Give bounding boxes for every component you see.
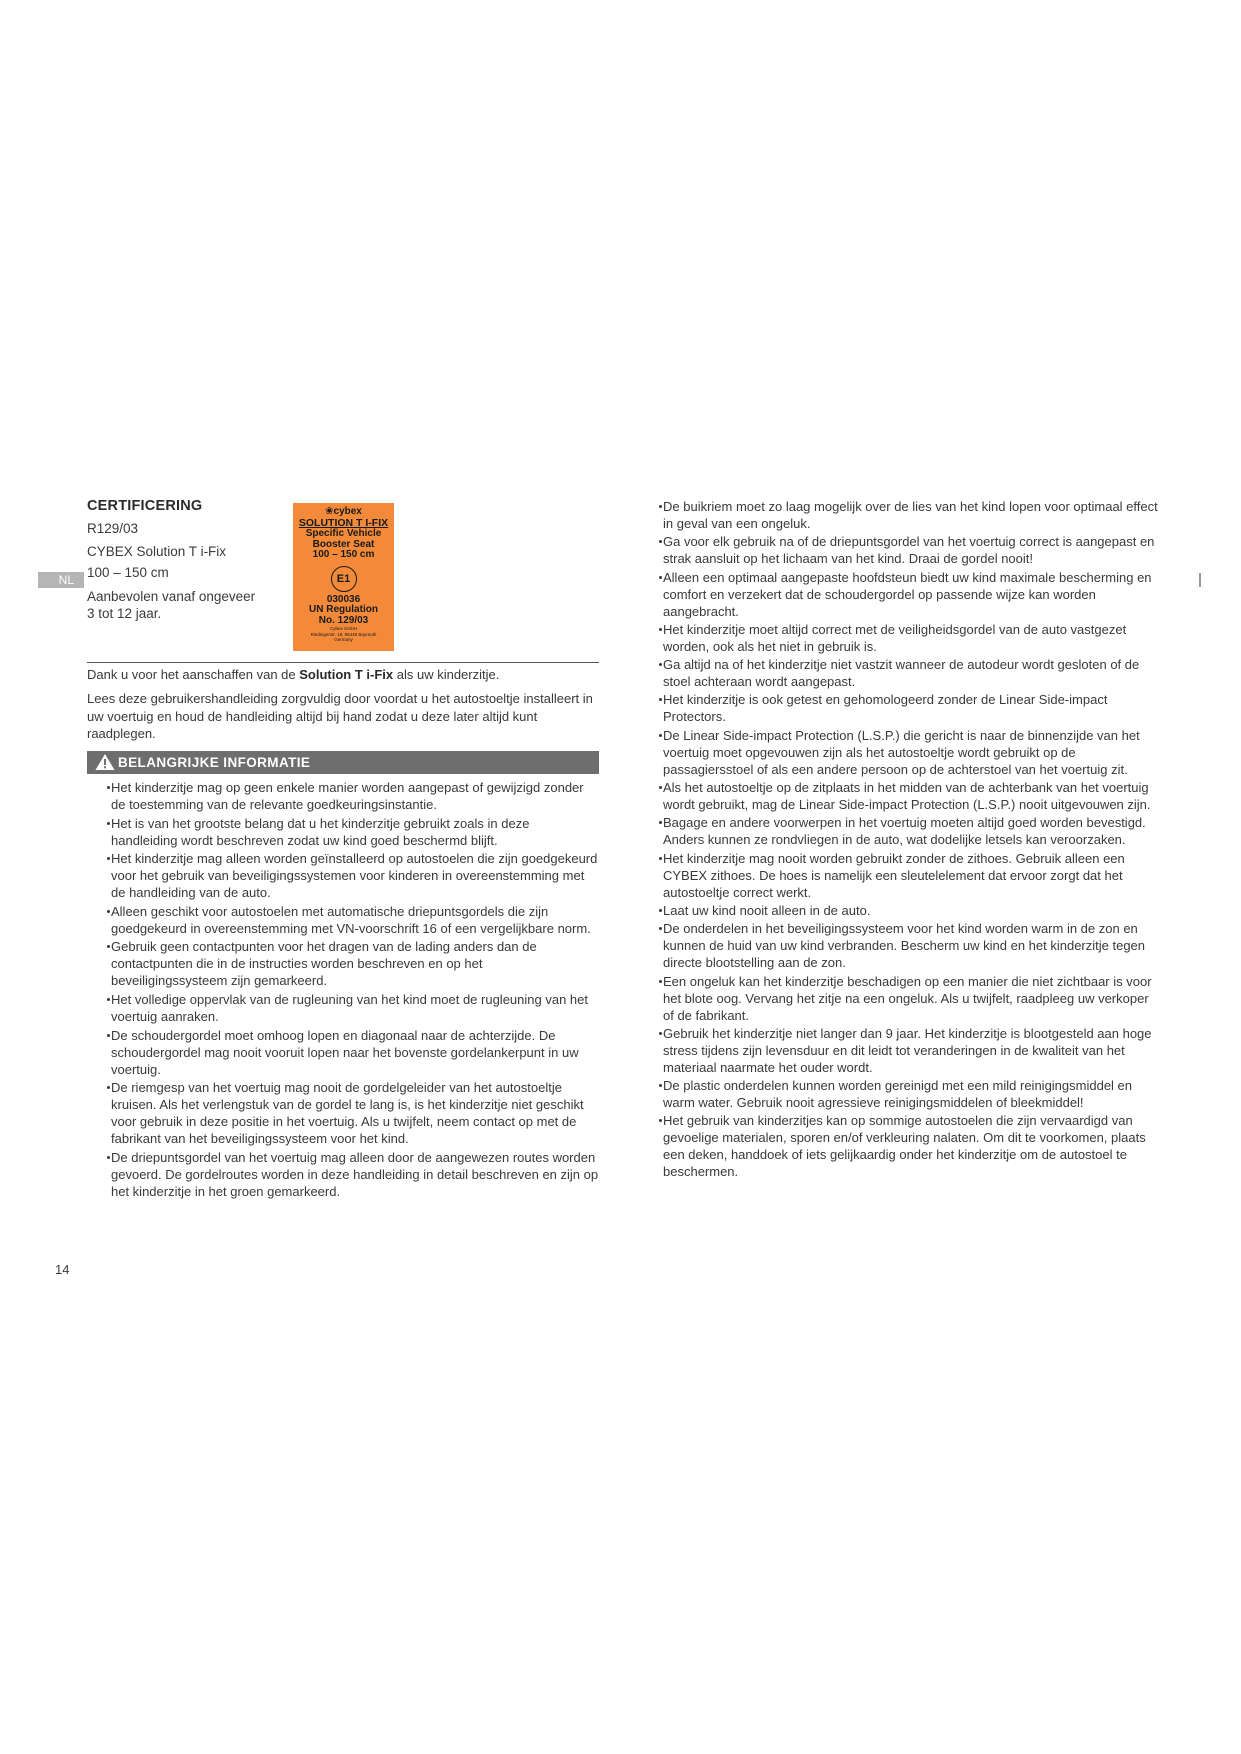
list-item: De riemgesp van het voertuig mag nooit de gordelgeleider van het autostoeltje kruisen. Als het verlengstuk van de gordel te lang is, is het kinderzitje niet geschikt voor gebruik in deze positie in het voertuig. Als u twijfelt, neem contact op met de fabrikant van het beveiligingssysteem voor het kind. [111, 1079, 599, 1147]
page-edge-marker [1199, 573, 1201, 587]
approval-label-line3: 100 – 150 cm [312, 549, 375, 560]
list-item: Het kinderzitje mag nooit worden gebruikt zonder de zithoes. Gebruik alleen een CYBEX zithoes. De hoes is namelijk een sleutelelement dat ervoor zorgt dat het autostoeltje correct werkt. [663, 850, 1158, 901]
list-item: Alleen geschikt voor autostoelen met automatische driepuntsgordels die zijn goedgekeurd in overeenstemming met VN-voorschrift 16 of een vergelijkbare norm. [111, 903, 599, 937]
list-item: Het kinderzitje is ook getest en gehomologeerd zonder de Linear Side-impact Protectors. [663, 691, 1158, 725]
list-item: Laat uw kind nooit alleen in de auto. [663, 902, 1158, 919]
important-information-banner [87, 751, 599, 774]
approval-number: 030036 [326, 593, 361, 605]
approval-label [293, 503, 394, 651]
important-information-title: BELANGRIJKE INFORMATIE [118, 755, 311, 770]
list-item: Ga voor elk gebruik na of de driepuntsgordel van het voertuig correct is aangepast en strak aansluit op het lichaam van het kind. Draai de gordel nooit! [663, 533, 1158, 567]
approval-label-line5: No. 129/03 [318, 614, 369, 626]
list-item: De onderdelen in het beveiligingssysteem voor het kind worden warm in de zon en kunnen de huid van uw kind verbranden. Bescherm uw kind en het kinderzitje tegen directe blootstelling aan de zon. [663, 920, 1158, 971]
list-item: Als het autostoeltje op de zitplaats in het midden van de achterbank van het voertuig wordt gebruikt, mag de Linear Side-impact Protection (L.S.P.) nooit uitgevouwen zijn. [663, 779, 1158, 813]
left-safety-list [111, 779, 599, 1201]
page-number: 14 [55, 1262, 70, 1277]
approval-label-product: SOLUTION T I-FIX [298, 517, 389, 529]
cybex-logo-icon: ❀ [325, 506, 334, 517]
language-tab: NL [38, 572, 84, 588]
approval-label-brand: ❀cybex [325, 506, 362, 517]
list-item: Ga altijd na of het kinderzitje niet vastzit wanneer de autodeur wordt gesloten of de stoel achteraan wordt aangepast. [663, 656, 1158, 690]
e-mark-icon: E1 [331, 566, 357, 592]
list-item: Een ongeluk kan het kinderzitje beschadigen op een manier die niet zichtbaar is voor het blote oog. Vervang het zitje na een ongeluk. Als u twijfelt, raadpleeg uw verkoper of de fabrikant. [663, 973, 1158, 1024]
certification-height-range: 100 – 150 cm [87, 565, 169, 580]
certification-product: CYBEX Solution T i-Fix [87, 544, 227, 559]
section-divider [87, 662, 599, 663]
list-item: Het kinderzitje mag alleen worden geïnstalleerd op autostoelen die zijn goedgekeurd voor het gebruik van beveiligingssystemen voor kinderen in overeenstemming met de handleiding van de auto. [111, 851, 598, 901]
approval-label-line4: UN Regulation [309, 604, 378, 615]
approval-label-maker1: Cybex GmbH [329, 626, 357, 631]
list-item: De Linear Side-impact Protection (L.S.P.) die gericht is naar de binnenzijde van het voertuig moet opgevouwen zijn als het autostoeltje wordt gebruikt op de passagiersstoel of als een andere persoon op de achterstoel van het voertuig zit. [663, 727, 1158, 778]
list-item: De buikriem moet zo laag mogelijk over de lies van het kind lopen voor optimaal effect in geval van een ongeluk. [663, 499, 1158, 531]
approval-label-maker3: Germany [334, 637, 353, 642]
list-item: De schoudergordel moet omhoog lopen en diagonaal naar de achterzijde. De schoudergordel mag nooit vooruit lopen naar het bovenste gordelankerpunt in uw voertuig. [111, 1027, 599, 1078]
approval-label-line1: Specific Vehicle [305, 528, 382, 539]
warning-icon [95, 753, 115, 771]
list-item: Bagage en andere voorwerpen in het voertuig moeten altijd goed worden bevestigd. Anders kunnen ze rondvliegen in de auto, wat dodelijke letsels kan veroorzaken. [663, 814, 1158, 848]
list-item: De plastic onderdelen kunnen worden gereinigd met een mild reinigingsmiddel en warm water. Gebruik nooit agressieve reinigingsmiddelen of bleekmiddel! [663, 1077, 1158, 1111]
intro-read-manual: Lees deze gebruikershandleiding zorgvuldig door voordat u het autostoeltje installeert in uw voertuig en houd de handleiding altijd bij hand zodat u deze later altijd kunt raadplegen. [87, 691, 593, 741]
list-item: De driepuntsgordel van het voertuig mag alleen door de aangewezen routes worden gevoerd. De gordelroutes worden in deze handleiding in detail beschreven en zijn op het kinderzitje in het groen gemarkeerd. [111, 1149, 599, 1199]
list-item: Het is van het grootste belang dat u het kinderzitje gebruikt zoals in deze handleiding wordt beschreven zodat uw kind goed beschermd blijft. [111, 815, 599, 849]
certification-heading: CERTIFICERING [87, 498, 203, 514]
list-item: Het kinderzitje moet altijd correct met de veiligheidsgordel van de auto vastgezet worden, ook als het niet in gebruik is. [663, 621, 1158, 655]
intro-thanks: Dank u voor het aanschaffen van de Solution T i-Fix als uw kinderzitje. [87, 667, 500, 682]
certification-age-line1: Aanbevolen vanaf ongeveer [87, 589, 256, 604]
list-item: Alleen een optimaal aangepaste hoofdsteun biedt uw kind maximale bescherming en comfort en verzekert dat de schoudergordel op passende wijze kan worden aangebracht. [663, 569, 1158, 620]
list-item: Gebruik geen contactpunten voor het dragen van de lading anders dan de contactpunten die in de instructies worden beschreven en op het beveiligingssysteem zijn gemarkeerd. [111, 938, 599, 989]
approval-label-line2: Booster Seat [312, 538, 375, 550]
approval-label-maker2: Riedingerstr. 18, 95448 Bayreuth [310, 631, 377, 637]
certification-regulation: R129/03 [87, 521, 139, 536]
list-item: Gebruik het kinderzitje niet langer dan 9 jaar. Het kinderzitje is blootgesteld aan hoge stress tijdens zijn levensduur en dit leidt tot veranderingen in de kwaliteit van het materiaal naarmate het ouder wordt. [663, 1025, 1158, 1076]
intro-product-name: Solution T i-Fix [299, 667, 394, 682]
list-item: Het kinderzitje mag op geen enkele manier worden aangepast of gewijzigd zonder de toestemming van de relevante goedkeuringsinstantie. [111, 779, 599, 813]
list-item: Het gebruik van kinderzitjes kan op sommige autostoelen die zijn vervaardigd van gevoelige materialen, sporen en/of verkleuring nalaten. Om dit te voorkomen, plaats een deken, handdoek of iets gelijkaardig onder het kinderzitje om de autostoel te beschermen. [663, 1112, 1158, 1180]
list-item: Het volledige oppervlak van de rugleuning van het kind moet de rugleuning van het voertuig aanraken. [111, 991, 599, 1025]
right-safety-list [663, 498, 1158, 1182]
certification-age-line2: 3 tot 12 jaar. [87, 606, 162, 621]
